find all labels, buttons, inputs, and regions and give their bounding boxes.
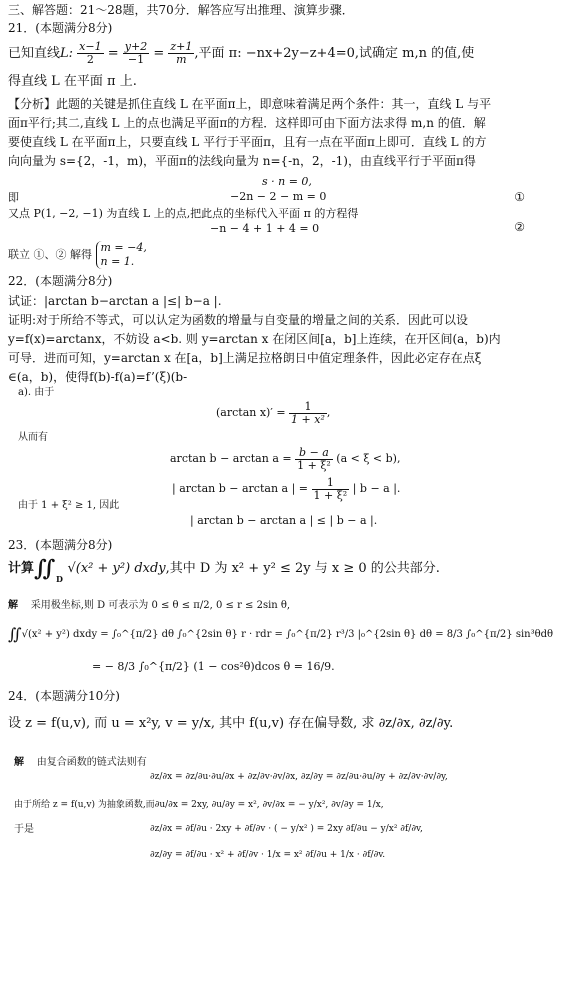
q21-frac1: $\frac{x-1}{2}$ (79, 40, 102, 66)
q22-derivative: (arctan x)′ = $\frac{1}{\text{1 + x²}}$ , (216, 399, 331, 426)
q22-proof-2: y=f(x)=arctanx，不妨设 a<b. 则 y=arctan x 在闭区间[a，b]上连续，在开区间(a，b)内 (8, 332, 501, 346)
q24-stem: 设 z = f(u,v), 而 u = x²y, v = y/x, 其中 f(u,v) 存在偏导数, 求 ∂z/∂x, ∂z/∂y. (8, 716, 454, 731)
q21-solution: 联立 ①、② 解得 m = −4, n = 1. (8, 241, 147, 268)
q21-analysis-2: 面π平行;其二,直线 L 上的点也满足平面π的方程．这样即可由下面方法求得 m,n 的值．解 (8, 116, 486, 130)
q21-point-text: 又点 P(1, −2, −1) 为直线 L 上的点,把此点的坐标代入平面 π 的方程得 (8, 207, 359, 220)
q21-frac3: $\frac{z+1}{m}$ (170, 40, 193, 66)
q23-line1: ∬√(x² + y²) dxdy = ∫₀^{π/2} dθ ∫₀^{2sin θ} r · rdr = ∫₀^{π/2} r³/3 |₀^{2sin θ} dθ = 8/3 ∫₀^{π/2} sin³θdθ (8, 624, 554, 644)
q22-prove: 试证：|arctan b−arctan a |≤| b−a |. (8, 294, 222, 308)
q21-plane-text: ,平面 π: −nx+2y−z+4=0,试确定 m,n 的值,使 (194, 46, 475, 61)
q24-result-x: ∂z/∂x = ∂f/∂u · 2xy + ∂f/∂v · ( − y/x² ) = 2xy ∂f/∂u − y/x² ∂f/∂v, (150, 824, 423, 834)
q22-proof-4: ∈(a，b)，使得f(b)-f(a)=f’(ξ)(b- (8, 370, 188, 384)
q23-title: 23．(本题满分8分) (8, 538, 113, 552)
q21-analysis-1: 【分析】此题的关键是抓住直线 L 在平面π上，即意味着满足两个条件：其一，直线 L 与平 (8, 97, 492, 111)
double-integral-sign: ∬ (34, 555, 57, 582)
q21-analysis-4: 向向量为 s={2，-1，m)，平面π的法线向量为 n={-n，2，-1)，由直线平行于平面π得 (8, 154, 476, 168)
q24-solution-line: 解 由复合函数的链式法则有 (14, 757, 147, 768)
q21-frac2: $\frac{y+2}{-1}$ (124, 40, 148, 66)
q21-ji: 即 (8, 191, 19, 204)
q21-stem-line2: 得直线 L 在平面 π 上. (8, 74, 137, 89)
q21-solution-system: m = −4, n = 1. (96, 241, 147, 269)
q22-proof-3: 可导．进而可知，y=arctan x 在[a，b]上满足拉格朗日中值定理条件，因此必定存在点ξ (8, 351, 482, 365)
q21-eq3: −n − 4 + 1 + 4 = 0 (210, 222, 320, 235)
q21-eq1: s · n = 0, (262, 175, 312, 188)
q21-line-name: L: (60, 46, 74, 61)
q22-title: 22．(本题满分8分) (8, 274, 113, 288)
q22-mvt: arctan b − arctan a = $\frac{b - a}{\text{1 + ξ²}}$ (a < ξ < b), (170, 445, 401, 472)
q24-result-y: ∂z/∂y = ∂f/∂u · x² + ∂f/∂v · 1/x = x² ∂f/∂u + 1/x · ∂f/∂v. (150, 850, 386, 860)
q22-since: 由于 1 + ξ² ≥ 1, 因此 (18, 500, 120, 511)
q22-congerhas: 从而有 (18, 432, 48, 443)
q21-eq2: −2n − 2 − m = 0 (230, 190, 327, 203)
q21-stem-prefix: 已知直线 (8, 46, 61, 61)
q24-given: 由于所给 z = f(u,v) 为抽象函数,而∂u/∂x = 2xy, ∂u/∂y = x², ∂v/∂x = − y/x², ∂v/∂y = 1/x, (14, 800, 384, 810)
q23-line2: = − 8/3 ∫₀^{π/2} (1 − cos²θ)dcos θ = 16/9. (92, 660, 335, 673)
q21-analysis-3: 要使直线 L 在平面π上，只要直线 L 平行于平面π，且有一点在平面π上即可．直线 L 的方 (8, 135, 487, 149)
q21-title: 21．(本题满分8分) (8, 21, 113, 35)
q21-stem: 已知直线L: $\frac{x-1}{2}$ = $\frac{y+2}{-1}$ = $\frac{z+1}{m}$ ,平面 π: −nx+2y−z+4=0,试确定 m,n 的值,使 (8, 40, 475, 66)
q24-therefore: 于是 (14, 824, 34, 835)
q21-mark1: ① (514, 190, 525, 204)
q22-abs: | arctan b − arctan a | = $\frac{1}{\text{1 + ξ²}}$ | b − a |. (172, 475, 401, 502)
q22-proof-1: 证明:对于所给不等式，可以认定为函数的增量与自变量的增量之间的关系．因此可以设 (8, 313, 469, 327)
section-header: 三、解答题：21～28题，共70分．解答应写出推理、演算步骤． (8, 3, 354, 17)
q22-proof-5: a). 由于 (18, 387, 55, 398)
q23-stem: 计算$∬_D$ √(x² + y²) dxdy,其中 D 为 x² + y² ≤ 2y 与 x ≥ 0 的公共部分. (8, 555, 440, 584)
q23-solution-line: 解 采用极坐标,则 D 可表示为 0 ≤ θ ≤ π/2, 0 ≤ r ≤ 2sin θ, (8, 600, 291, 611)
q24-title: 24．(本题满分10分) (8, 689, 120, 703)
q24-chain-rule: ∂z/∂x = ∂z/∂u·∂u/∂x + ∂z/∂v·∂v/∂x, ∂z/∂y = ∂z/∂u·∂u/∂y + ∂z/∂v·∂v/∂y, (150, 772, 448, 782)
q21-mark2: ② (514, 220, 525, 234)
q22-final: | arctan b − arctan a | ≤ | b − a |. (190, 514, 378, 527)
